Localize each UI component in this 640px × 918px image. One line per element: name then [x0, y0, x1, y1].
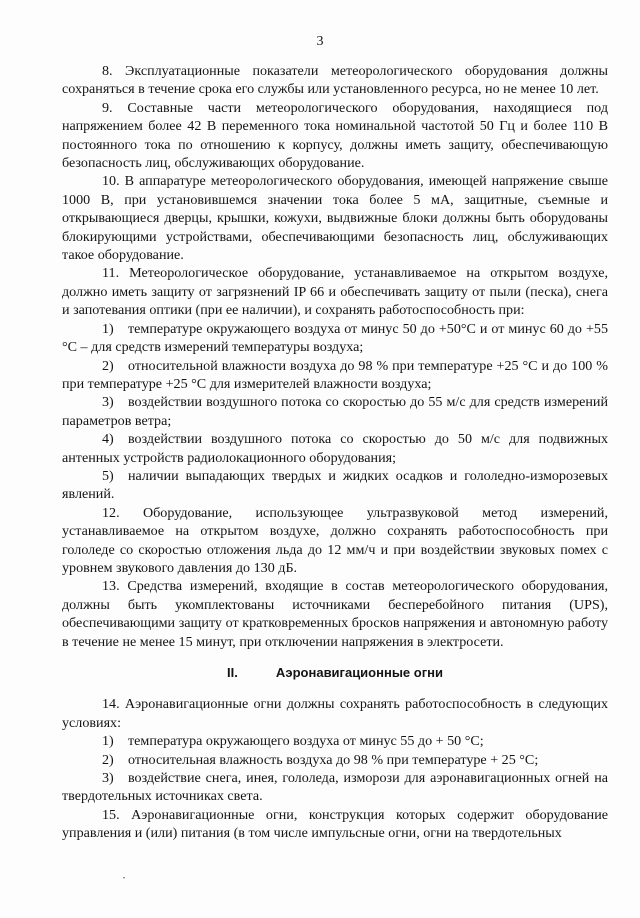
- list-text: воздействии воздушного потока со скоростью до 55 м/с для средств измерений параметров ветра;: [62, 394, 608, 429]
- section-title: Аэронавигационные огни: [275, 665, 443, 680]
- paragraph-15: 15. Аэронавигационные огни, конструкция которых содержит оборудование управления и (или) питания (в том числе импульсные огни, огни на твердотельных: [62, 806, 608, 842]
- list-item: [62, 751, 608, 769]
- scan-speck: •: [123, 876, 126, 882]
- list-item: [62, 769, 608, 806]
- section-heading: [62, 664, 608, 682]
- list-item: [62, 732, 608, 750]
- list-text: наличии выпадающих твердых и жидких осадков и гололедно-изморозевых явлений.: [62, 467, 608, 503]
- list-text: температуре окружающего воздуха от минус 50 до +50°С и от минус 60 до +55 °С – для средств измерений температуры воздуха;: [62, 320, 608, 356]
- list-text: воздействии воздушного потока со скоростью до 50 м/с для подвижных антенных устройств радиолокационного оборудования;: [62, 431, 608, 466]
- paragraph-11: 11. Метеорологическое оборудование, устанавливаемое на открытом воздухе, должно иметь защиту от загрязнений IP 66 и обеспечивать защиту от пыли (песка), снега и запотевания оптики (при ее наличии), и сохранять работоспособность при:: [62, 265, 608, 319]
- list-number: 4): [102, 431, 114, 448]
- page-number: 3: [316, 34, 324, 49]
- document-body: [62, 62, 608, 843]
- list-number: 5): [102, 467, 114, 484]
- paragraph-8: 8. Эксплуатационные показатели метеорологического оборудования должны сохраняться в течение срока его службы или установленного ресурса, но не менее 10 лет.: [62, 63, 608, 98]
- section-number: II.: [227, 665, 238, 680]
- list-number: 3): [102, 394, 114, 411]
- list-item: [62, 320, 608, 357]
- list-text: температура окружающего воздуха от минус 55 до + 50 °С;: [128, 733, 484, 750]
- paragraph-9: 9. Составные части метеорологического оборудования, находящиеся под напряжением более 42 В переменного тока номинальной частотой 50 Гц и более 110 В постоянного тока по отношению к корпусу, должны иметь защиту, обеспечивающую безопасность лиц, обслуживающих оборудование.: [62, 99, 608, 172]
- list-text: относительная влажность воздуха до 98 % при температуре + 25 °С;: [128, 751, 539, 768]
- paragraph-14: 14. Аэронавигационные огни должны сохранять работоспособность в следующих условиях:: [62, 696, 608, 731]
- list-number: 2): [102, 751, 114, 768]
- list-item: [62, 467, 608, 504]
- paragraph-10: 10. В аппаратуре метеорологического оборудования, имеющей напряжение свыше 1000 В, при установившемся значении тока более 5 мА, защитные, съемные и открывающиеся дверцы, крышки, кожухи, выдвижные блоки должны быть оборудованы блокирующими устройствами, обеспечивающими безопасность лиц, обслуживающих такое оборудование.: [62, 173, 608, 264]
- list-text: относительной влажности воздуха до 98 % при температуре +25 °С и до 100 % при температуре +25 °С для измерителей влажности воздуха;: [62, 357, 608, 392]
- list-number: 2): [102, 357, 114, 374]
- list-item: [62, 357, 608, 394]
- paragraph-12: 12. Оборудование, использующее ультразвуковой метод измерений, устанавливаемое на открытом воздухе, должно сохранять работоспособность при гололеде со скоростью отложения льда до 12 мм/ч и при воздействии звуковых помех с уровнем звукового давления до 130 дБ.: [62, 504, 608, 576]
- list-item: [62, 393, 608, 430]
- list-item: [62, 430, 608, 467]
- list-number: 3): [102, 770, 114, 787]
- list-number: 1): [102, 733, 114, 750]
- list-text: воздействие снега, инея, гололеда, изморози для аэронавигационных огней на твердотельных источниках света.: [62, 770, 608, 805]
- list-number: 1): [102, 320, 114, 337]
- paragraph-13: 13. Средства измерений, входящие в состав метеорологического оборудования, должны быть укомплектованы источниками бесперебойного питания (UPS), обеспечивающими защиту от кратковременных бросков напряжения и автономную работу в течение не менее 15 минут, при отключении напряжения в электросети.: [62, 578, 608, 650]
